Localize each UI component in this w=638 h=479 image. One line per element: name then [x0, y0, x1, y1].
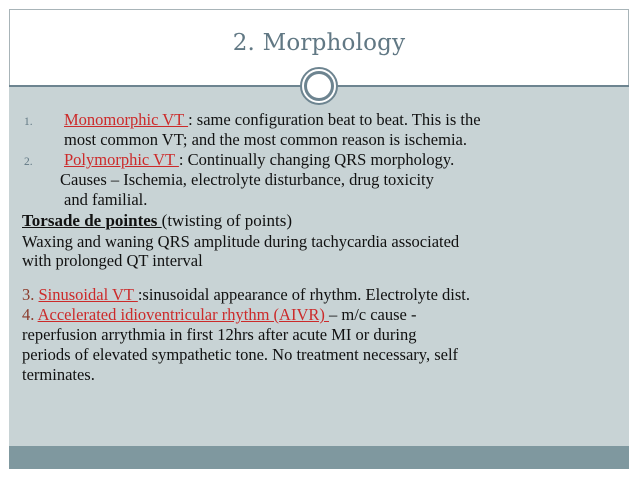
- list-number: 1.: [24, 116, 33, 128]
- list-number: 2.: [24, 156, 33, 168]
- term-link[interactable]: Polymorphic VT: [64, 150, 179, 169]
- section-number: 3.: [22, 285, 35, 304]
- circle-ornament-icon: [299, 66, 339, 106]
- item-text: : same configuration beat to beat. This is the: [188, 110, 481, 129]
- slide-title: 2. Morphology: [232, 30, 406, 56]
- section-item: [20, 305, 620, 325]
- term-link[interactable]: Sinusoidal VT: [38, 285, 138, 304]
- item-text: most common VT; and the most common reason is ischemia.: [64, 130, 467, 149]
- torsade-text: Waxing and waning QRS amplitude during tachycardia associated: [22, 232, 460, 251]
- section-number: 4.: [22, 305, 35, 324]
- causes-line: and familial.: [64, 190, 148, 209]
- torsade-term: Torsade de pointes: [22, 211, 162, 230]
- item-text: :sinusoidal appearance of rhythm. Electrolyte dist.: [137, 285, 471, 304]
- list-item: [20, 110, 620, 130]
- torsade-text: with prolonged QT interval: [22, 251, 203, 270]
- slide-content: [20, 110, 620, 385]
- bottom-bar: [9, 446, 629, 469]
- spacer: [20, 270, 620, 285]
- causes-line: Causes – Ischemia, electrolyte disturbance, drug toxicity: [60, 170, 434, 189]
- item-text: periods of elevated sympathetic tone. No treatment necessary, self: [22, 345, 459, 364]
- item-text: : Continually changing QRS morphology.: [178, 150, 455, 169]
- term-link[interactable]: Accelerated idioventricular rhythm (AIVR): [37, 305, 329, 324]
- item-text: terminates.: [22, 365, 95, 384]
- list-item: [20, 150, 620, 170]
- torsade-desc: (twisting of points): [161, 211, 292, 230]
- term-link[interactable]: Monomorphic VT: [64, 110, 189, 129]
- item-text: reperfusion arrythmia in first 12hrs after acute MI or during: [22, 325, 417, 344]
- list-item-continuation: [20, 130, 620, 150]
- item-text: – m/c cause -: [328, 305, 417, 324]
- torsade-heading: [20, 210, 620, 232]
- section-item: [20, 285, 620, 305]
